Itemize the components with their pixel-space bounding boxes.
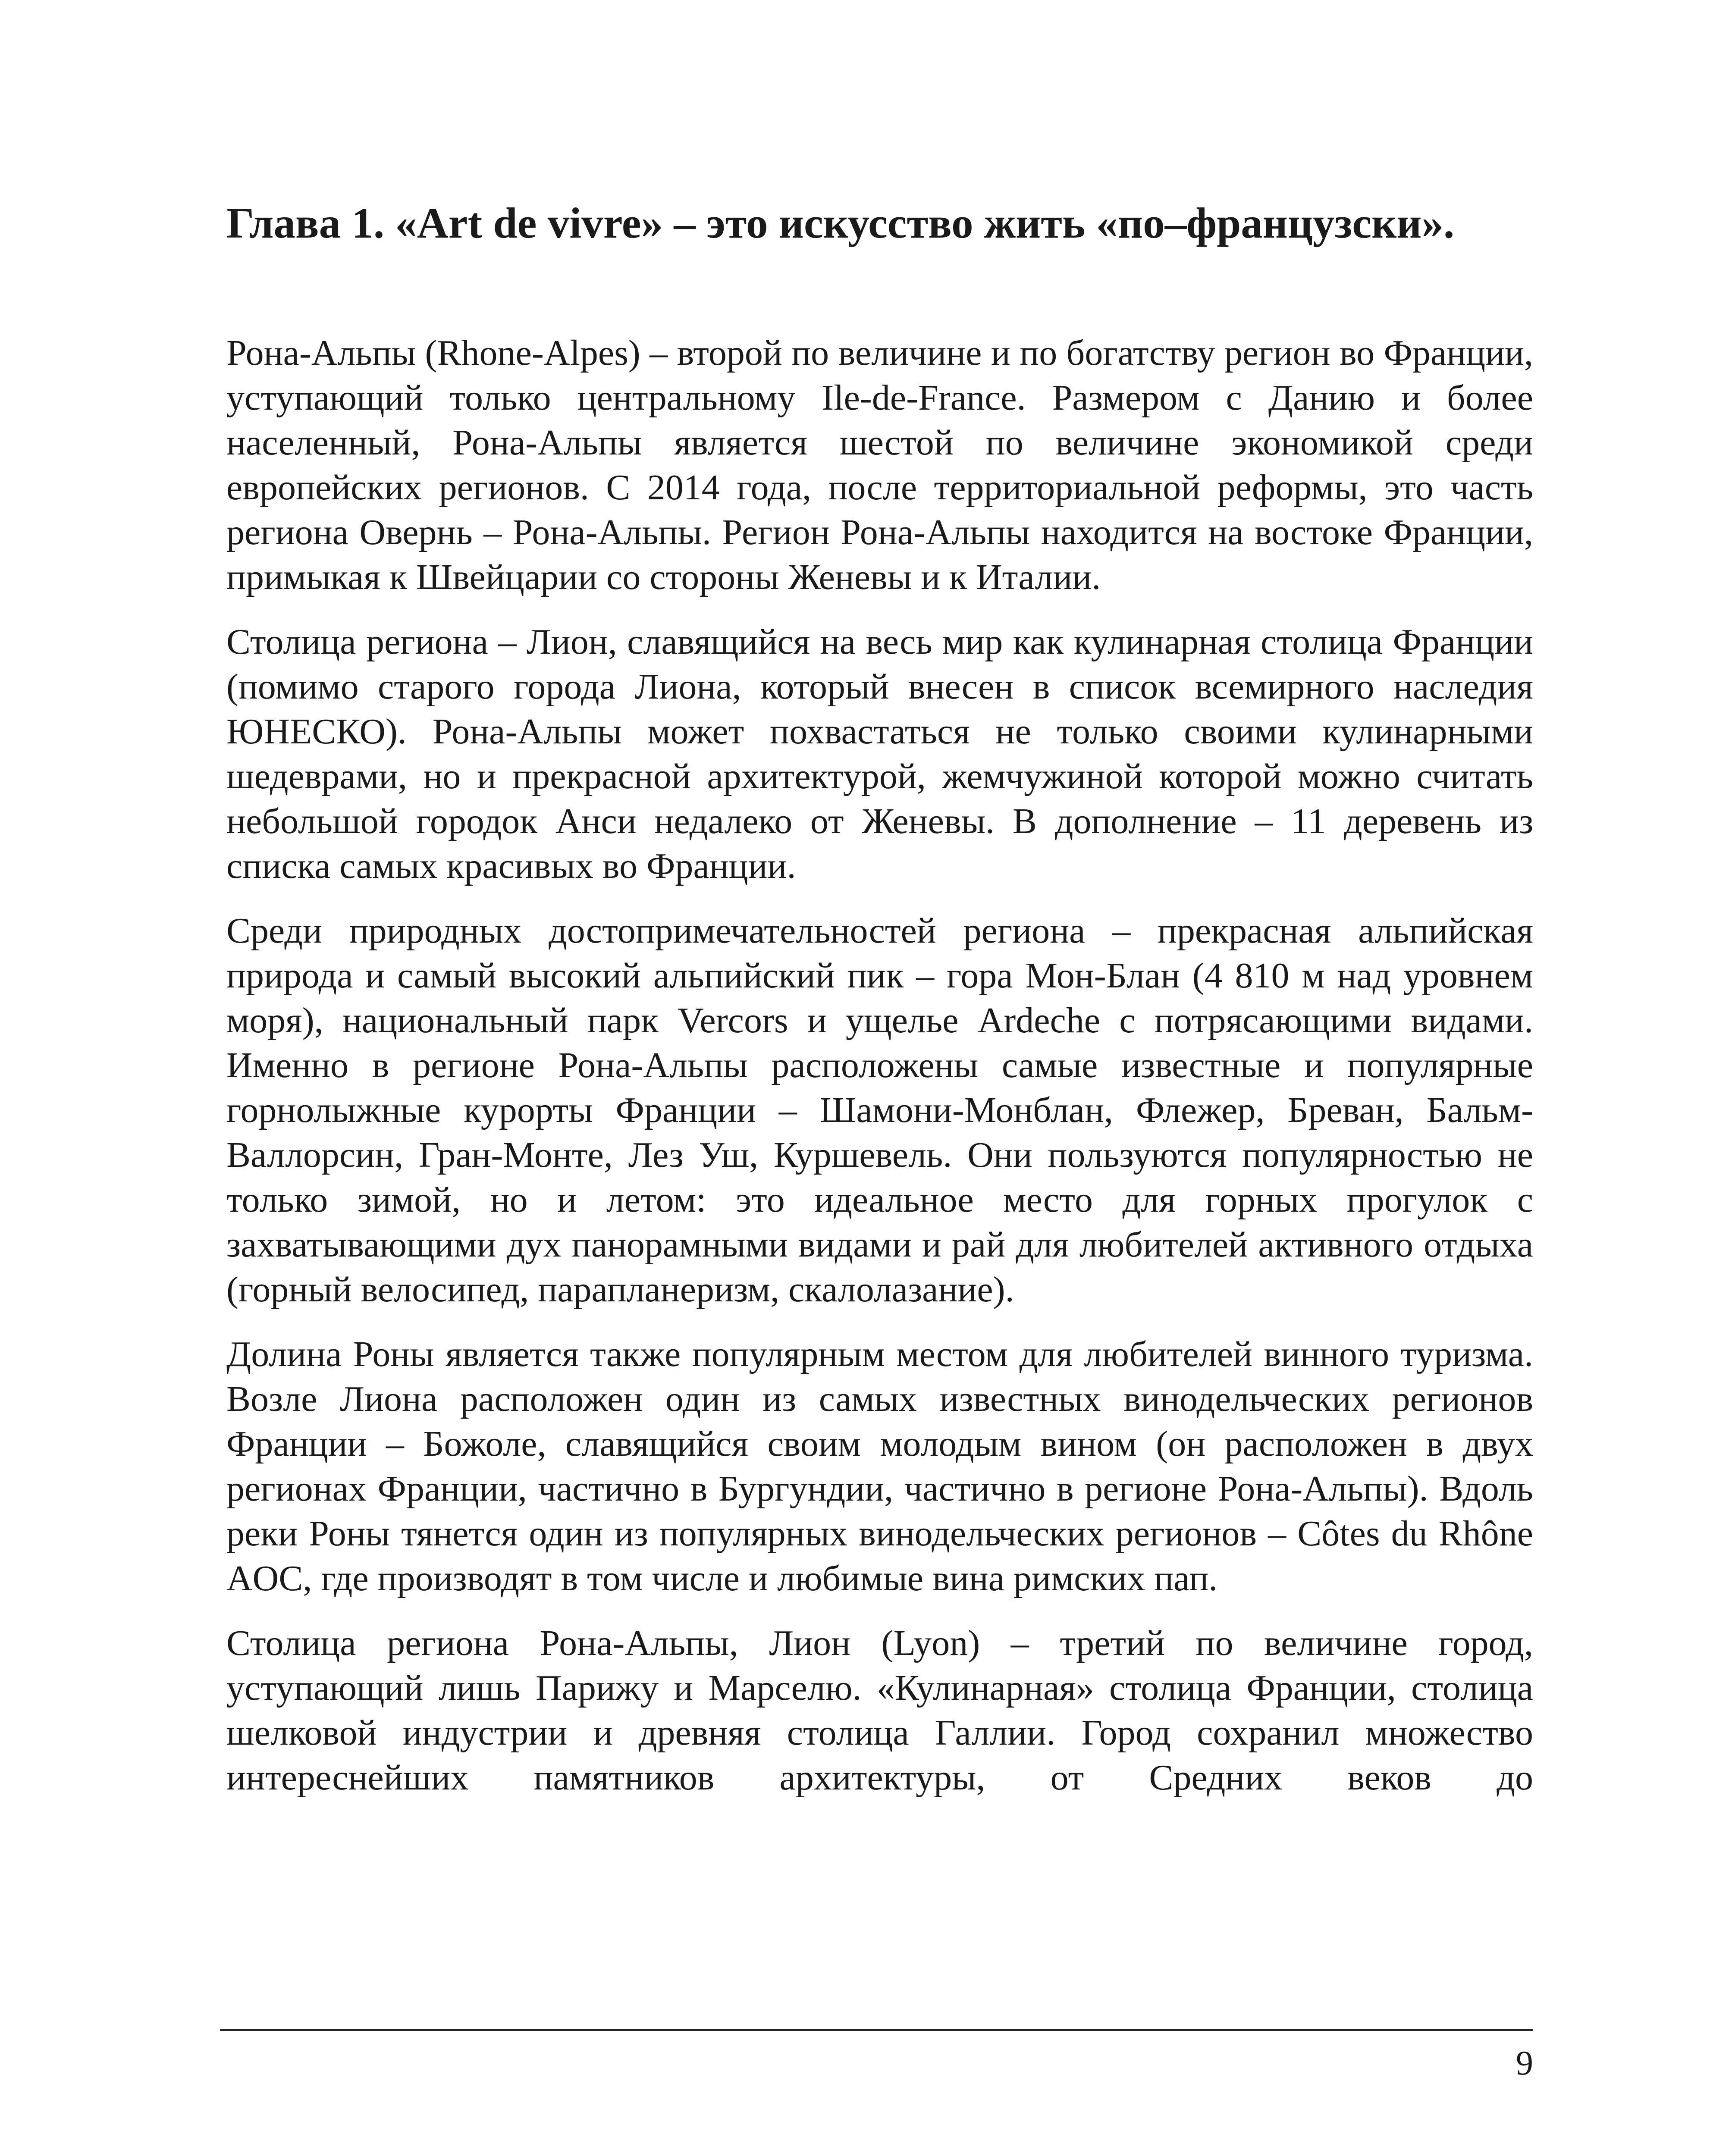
paragraph-natural-attractions: Среди природных достопримечательностей региона – прекрасная альпийская природа и самый высокий альпийский пик – гора Мон-Блан (4 810 м над уровнем моря), национальный парк Vercors и ущелье Ardeche с потрясающими видами. Именно в регионе Рона-Альпы расположены самые известные и популярные горнолыжные курорты Франции – Шамони-Монблан, Флежер, Бреван, Бальм-Валлорсин, Гран-Монте, Лез Уш, Куршевель. Они пользуются популярностью не только зимой, но и летом: это идеальное место для горных прогулок с захватывающими дух панорамными видами и рай для любителей активного отдыха (горный велосипед, парапланеризм, скалолазание). (226, 911, 1533, 1310)
page-number: 9 (1516, 2044, 1533, 2082)
paragraph-lyon-city: Столица региона Рона-Альпы, Лион (Lyon) – третий по величине город, уступающий лишь Парижу и Марселю. «Кулинарная» столица Франции, столица шелковой индустрии и древняя столица Галлии. Город сохранил множество интереснейших памятников архитектуры, от Средних веков до (226, 1623, 1533, 1798)
paragraph-lyon-capital: Столица региона – Лион, славящийся на весь мир как кулинарная столица Франции (помимо старого города Лиона, который внесен в список всемирного наследия ЮНЕСКО). Рона-Альпы может похвастаться не только своими кулинарными шедеврами, но и прекрасной архитектурой, жемчужиной которой можно считать небольшой городок Анси недалеко от Женевы. В дополнение – 11 деревень из списка самых красивых во Франции. (226, 622, 1533, 887)
page-content (226, 196, 1533, 1820)
paragraph-rhone-alpes-intro: Рона-Альпы (Rhone-Alpes) – второй по величине и по богатству регион во Франции, уступающий только центральному Ile-de-France. Размером с Данию и более населенный, Рона-Альпы является шестой по величине экономикой среди европейских регионов. С 2014 года, после территориальной реформы, это часть региона Овернь – Рона-Альпы. Регион Рона-Альпы находится на востоке Франции, примыкая к Швейцарии со стороны Женевы и к Италии. (226, 333, 1533, 598)
footer-divider (220, 2029, 1533, 2031)
paragraph-wine-tourism: Долина Роны является также популярным местом для любителей винного туризма. Возле Лиона расположен один из самых известных винодельческих регионов Франции – Божоле, славящийся своим молодым вином (он расположен в двух регионах Франции, частично в Бургундии, частично в регионе Рона-Альпы). Вдоль реки Роны тянется один из популярных винодельческих регионов – Côtes du Rhône AOC, где производят в том числе и любимые вина римских пап. (226, 1334, 1533, 1599)
chapter-title: Глава 1. «Art de vivre» – это искусство жить «по–французски». (226, 199, 1455, 247)
